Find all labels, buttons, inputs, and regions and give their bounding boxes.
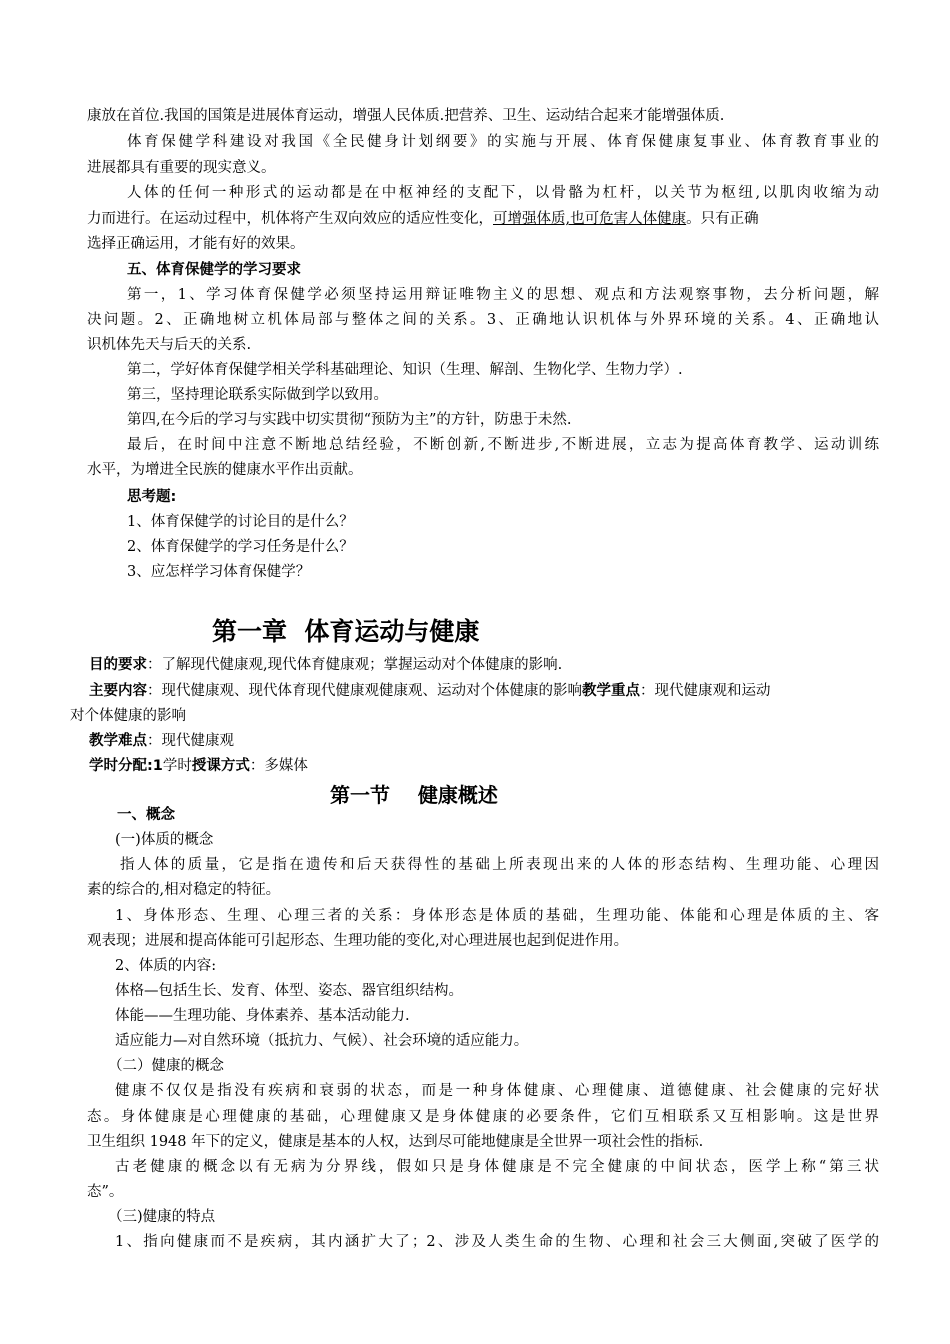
- chapter-title: 第一章 体育运动与健康: [212, 617, 480, 646]
- paragraph-line: 人体的任何一种形式的运动都是在中枢神经的支配下，以骨骼为杠杆，以关节为枢纽,以肌肉收缩为动: [127, 185, 879, 201]
- paragraph-line: 康放在首位.我国的国策是进展体育运动，增强人民体质.把营养、卫生、运动结合起来才能增强体质.: [87, 108, 725, 124]
- concept-heading: 一、概念: [117, 807, 175, 823]
- paragraph-line: 古老健康的概念以有无病为分界线，假如只是身体健康是不完全健康的中间状态，医学上称“第三状: [115, 1159, 879, 1175]
- hours-text: 学时: [162, 758, 192, 774]
- section-heading: 五、体育保健学的学习要求: [127, 262, 301, 278]
- paragraph-line: 第四,在今后的学习与实践中切实贯彻“预防为主”的方针，防患于未然.: [127, 412, 572, 428]
- method-text: ：多媒体: [249, 758, 308, 774]
- paragraph-line: 决问题。2、正确地树立机体局部与整体之间的关系。3、正确地认识机体与外界环境的关系。4、正确地认: [87, 312, 879, 328]
- subsection-heading: (一)体质的概念: [115, 832, 214, 848]
- paragraph-line: 第二，学好体育保健学相关学科基础理论、知识（生理、解剖、生物化学、生物力学）.: [127, 362, 683, 378]
- method-label: 授课方式: [191, 758, 250, 774]
- paragraph-line: [87, 209, 879, 229]
- text-span: 。只有正确: [686, 211, 759, 227]
- content-line: [89, 681, 879, 701]
- paragraph-line: 观表现；进展和提高体能可引起形态、生理功能的变化,对心理进展也起到促进作用。: [87, 933, 629, 949]
- difficulty-text: ：现代健康观: [147, 733, 234, 749]
- questions-heading: 思考题:: [127, 489, 177, 505]
- focus-continuation: 对个体健康的影响: [70, 708, 186, 724]
- paragraph-line: 体育保健学科建设对我国《全民健身计划纲要》的实施与开展、体育保健康复事业、体育教育事业的: [127, 134, 879, 150]
- difficulty-label: 教学难点: [89, 733, 147, 749]
- paragraph-line: 素的综合的,相对稳定的特征。: [87, 882, 281, 898]
- content-label: 主要内容: [89, 683, 147, 699]
- focus-text: ：现代健康观和运动: [640, 683, 771, 699]
- paragraph-line: 体能——生理功能、身体素养、基本活动能力.: [115, 1008, 410, 1024]
- paragraph-line: 识机体先天与后天的关系.: [87, 337, 252, 353]
- paragraph-line: 态。身体健康是心理健康的基础，心理健康又是身体健康的必要条件，它们互相联系又互相影响。这是世界: [87, 1109, 879, 1125]
- paragraph-line: 1、指向健康而不是疾病，其内涵扩大了；2、涉及人类生命的生物、心理和社会三大侧面,突破了医学的: [115, 1234, 879, 1250]
- subsection-heading: （三)健康的特点: [108, 1209, 216, 1225]
- paragraph-line: 第一，1、学习体育保健学必须坚持运用辩证唯物主义的思想、观点和方法观察事物，去分析问题，解: [127, 287, 879, 303]
- difficulty-line: [89, 731, 881, 751]
- paragraph-line: 最后，在时间中注意不断地总结经验，不断创新,不断进步,不断进展，立志为提高体育教学、运动训练: [127, 437, 879, 453]
- text-span: 力而进行。在运动过程中，机体将产生双向效应的适应性变化，: [87, 211, 493, 227]
- underlined-text: 可增强体质,也可危害人体健康: [493, 211, 687, 227]
- question-item: 3、应怎样学习体育保健学？: [127, 564, 311, 580]
- section-title: 第一节 健康概述: [330, 783, 498, 807]
- goal-label: 目的要求: [89, 657, 147, 673]
- goal-text: ：了解现代健康观,现代体育健康观；掌握运动对个体健康的影响.: [147, 657, 563, 673]
- hours-line: [89, 756, 881, 776]
- paragraph-line: 指人体的质量，它是指在遗传和后天获得性的基础上所表现出来的人体的形态结构、生理功能、心理因: [120, 857, 879, 873]
- subsection-heading: （二）健康的概念: [108, 1058, 224, 1074]
- paragraph-line: 健康不仅仅是指没有疾病和衰弱的状态，而是一种身体健康、心理健康、道德健康、社会健康的完好状: [115, 1083, 879, 1099]
- paragraph-line: 态”。: [87, 1184, 124, 1200]
- paragraph-line: 2、体质的内容:: [115, 958, 217, 974]
- paragraph-line: 1、身体形态、生理、心理三者的关系：身体形态是体质的基础，生理功能、体能和心理是体质的主、客: [115, 908, 879, 924]
- question-item: 1、体育保健学的讨论目的是什么？: [127, 514, 354, 530]
- goal-line: [89, 655, 881, 675]
- paragraph-line: 适应能力—对自然环境（抵抗力、气候）、社会环境的适应能力。: [115, 1033, 529, 1049]
- paragraph-line: 卫生组织 1948 年下的定义，健康是基本的人权，达到尽可能地健康是全世界一项社会性的指标.: [87, 1134, 704, 1150]
- question-item: 2、体育保健学的学习任务是什么？: [127, 539, 354, 555]
- paragraph-line: 体格—包括生长、发育、体型、姿态、器官组织结构。: [115, 983, 463, 999]
- paragraph-line: 选择正确运用，才能有好的效果。: [87, 236, 305, 252]
- paragraph-line: 进展都具有重要的现实意义。: [87, 160, 276, 176]
- hours-label: 学时分配:1: [89, 758, 163, 774]
- focus-label: 教学重点: [582, 683, 640, 699]
- paragraph-line: 第三，坚持理论联系实际做到学以致用。: [127, 387, 388, 403]
- content-text: ：现代健康观、现代体育现代健康观健康观、运动对个体健康的影响: [147, 683, 582, 699]
- paragraph-line: 水平，为增进全民族的健康水平作出贡献。: [87, 462, 363, 478]
